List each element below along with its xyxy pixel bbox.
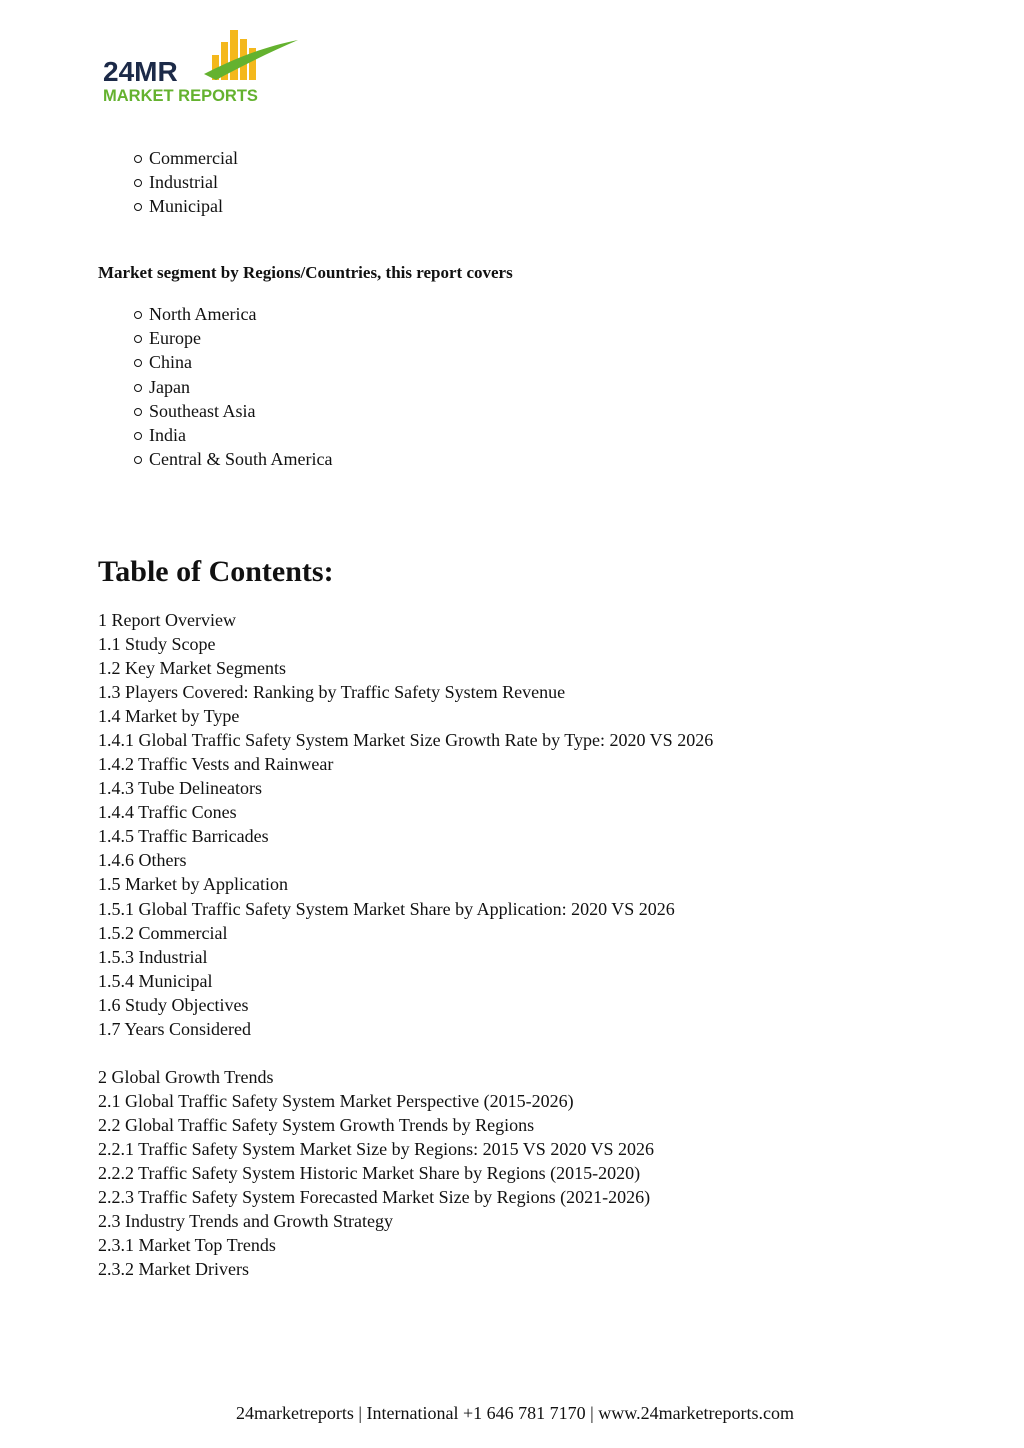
toc-entry: 1.2 Key Market Segments bbox=[98, 658, 286, 679]
region-list-item: China bbox=[149, 350, 958, 374]
toc-entry: 1.4.1 Global Traffic Safety System Market Size Growth Rate by Type: 2020 VS 2026 bbox=[98, 730, 714, 751]
company-logo bbox=[100, 28, 305, 108]
application-list-item: Municipal bbox=[149, 194, 958, 218]
toc-entry: 2.2.3 Traffic Safety System Forecasted Market Size by Regions (2021-2026) bbox=[98, 1187, 651, 1208]
page-content bbox=[98, 146, 958, 1281]
region-list-item: Europe bbox=[149, 326, 958, 350]
toc-entry: 1.4.5 Traffic Barricades bbox=[98, 826, 269, 847]
region-list-item: North America bbox=[149, 302, 958, 326]
toc-entry: 2.2 Global Traffic Safety System Growth Trends by Regions bbox=[98, 1114, 535, 1135]
toc-title: Table of Contents: bbox=[98, 554, 334, 588]
regions-list bbox=[98, 302, 958, 471]
toc-entry: 2.1 Global Traffic Safety System Market Perspective (2015-2026) bbox=[98, 1090, 574, 1111]
toc-entry: 1.5.2 Commercial bbox=[98, 922, 228, 943]
toc-entry: 1.7 Years Considered bbox=[98, 1018, 251, 1039]
toc-entry: 1.4.2 Traffic Vests and Rainwear bbox=[98, 754, 334, 775]
toc-entry: 2.3 Industry Trends and Growth Strategy bbox=[98, 1211, 393, 1232]
toc-entry: 1.3 Players Covered: Ranking by Traffic Safety System Revenue bbox=[98, 682, 566, 703]
toc-section bbox=[98, 608, 958, 1041]
region-list-item: Southeast Asia bbox=[149, 399, 958, 423]
application-list-item: Commercial bbox=[149, 146, 958, 170]
logo-text-24mr: 24MR bbox=[103, 56, 178, 87]
regions-heading: Market segment by Regions/Countries, this report covers bbox=[98, 263, 513, 283]
toc-entry: 1.4.3 Tube Delineators bbox=[98, 778, 262, 799]
toc-entry: 1 Report Overview bbox=[98, 609, 236, 630]
region-list-item: Central & South America bbox=[149, 447, 958, 471]
toc-entry: 1.5.4 Municipal bbox=[98, 970, 213, 991]
toc-entry: 1.5.3 Industrial bbox=[98, 946, 208, 967]
toc-entry: 2.3.2 Market Drivers bbox=[98, 1259, 249, 1280]
region-list-item: Japan bbox=[149, 375, 958, 399]
toc-entry: 2.2.1 Traffic Safety System Market Size by Regions: 2015 VS 2020 VS 2026 bbox=[98, 1138, 655, 1159]
toc-entry: 1.5.1 Global Traffic Safety System Market Share by Application: 2020 VS 2026 bbox=[98, 898, 675, 919]
application-list bbox=[98, 146, 958, 218]
application-list-item: Industrial bbox=[149, 170, 958, 194]
toc-entry: 1.6 Study Objectives bbox=[98, 994, 249, 1015]
toc-entry: 2.3.1 Market Top Trends bbox=[98, 1235, 276, 1256]
region-list-item: India bbox=[149, 423, 958, 447]
logo-text-market-reports: MARKET REPORTS bbox=[103, 87, 258, 105]
toc-entry: 2 Global Growth Trends bbox=[98, 1066, 274, 1087]
toc-entry: 2.2.2 Traffic Safety System Historic Market Share by Regions (2015-2020) bbox=[98, 1162, 641, 1183]
toc-section bbox=[98, 1065, 958, 1281]
toc-entry: 1.5 Market by Application bbox=[98, 874, 288, 895]
table-of-contents bbox=[98, 608, 958, 1281]
page-footer: 24marketreports | International +1 646 781 7170 | www.24marketreports.com bbox=[235, 1403, 795, 1423]
toc-entry: 1.4.4 Traffic Cones bbox=[98, 802, 237, 823]
toc-entry: 1.4 Market by Type bbox=[98, 706, 240, 727]
toc-entry: 1.1 Study Scope bbox=[98, 633, 216, 654]
toc-entry: 1.4.6 Others bbox=[98, 850, 187, 871]
